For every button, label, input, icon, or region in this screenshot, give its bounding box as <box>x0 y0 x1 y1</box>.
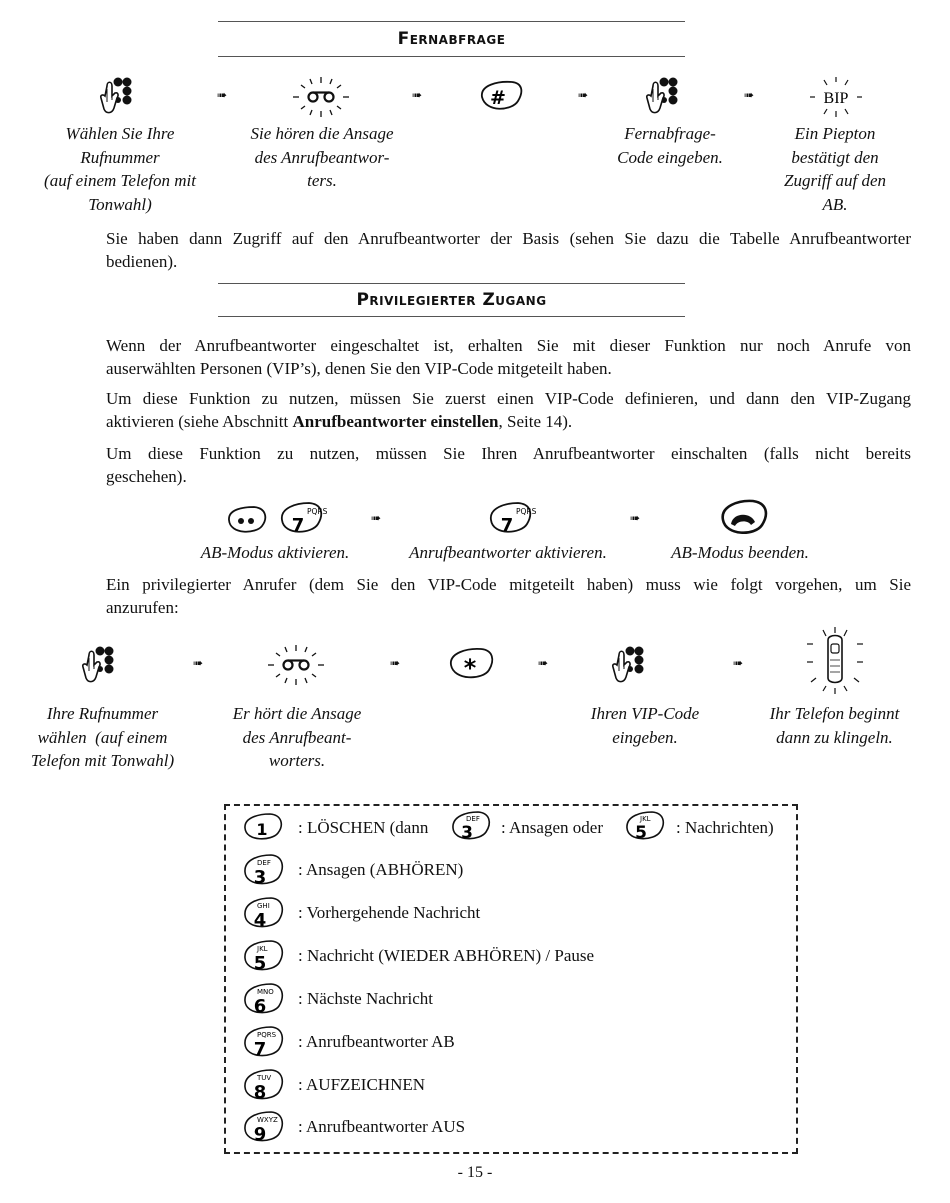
caption-dial-number <box>20 122 220 216</box>
caption-line: worters. <box>268 751 326 770</box>
caption-line: Ihren VIP-Code <box>590 704 700 723</box>
arrow-icon: ➠ <box>538 656 549 670</box>
paragraph-line: Um diese Funktion zu nutzen, müssen Sie Ihren Anrufbeantworter einschalten (falls nicht bereits <box>106 444 911 463</box>
arrow-icon: ➠ <box>412 88 423 102</box>
section-heading-privileg <box>218 283 685 317</box>
tape-icon <box>290 75 352 119</box>
legend-text: : LÖSCHEN (dann <box>298 818 429 837</box>
paragraph-line: anzurufen: <box>106 598 179 617</box>
caption-line: des Anrufbeant- <box>242 727 352 747</box>
text-span: , Seite 14). <box>498 412 573 431</box>
key-digit: 4 <box>253 910 267 931</box>
star-key-icon <box>445 646 495 682</box>
paragraph-line: Um diese Funktion zu nutzen, müssen Sie zuerst einen VIP-Code definieren, und dann den VIP-Zugang <box>106 389 911 408</box>
caption-line: Tonwahl) <box>88 194 152 214</box>
arrow-icon: ➠ <box>744 88 755 102</box>
caption-ab-mode-off <box>650 541 830 565</box>
caption-line: dann zu klingeln. <box>776 727 893 747</box>
key-digit: 3 <box>253 867 267 888</box>
caption-line: AB-Modus beenden. <box>671 543 809 562</box>
key-5-icon <box>622 809 666 843</box>
caption-enter-code <box>590 122 750 169</box>
paragraph-line: bedienen). <box>106 252 178 271</box>
legend-row-delete <box>240 809 790 845</box>
key-digit: 7 <box>500 515 514 536</box>
caption-enter-vip-code <box>565 702 725 749</box>
key-7-icon <box>240 1024 286 1060</box>
section-title: Fernabfrage <box>397 29 506 49</box>
paragraph-line: Ein privilegierter Anrufer (dem Sie den VIP-Code mitgeteilt haben) muss wie folgt vorgehen, um Sie <box>106 575 911 594</box>
key-letters: DEF <box>257 859 271 867</box>
page-number: - 15 - <box>457 1164 493 1181</box>
caption-line: AB. <box>822 194 848 214</box>
key-digit: 5 <box>253 953 267 974</box>
key-digit: 7 <box>291 515 305 536</box>
arrow-icon: ➠ <box>371 511 382 525</box>
tape-icon <box>265 643 327 687</box>
keypad-hand-icon <box>80 645 120 687</box>
paragraph-line <box>106 410 911 433</box>
key-letters: JKL <box>640 815 651 823</box>
paragraph-line: auserwählten Personen (VIP’s), denen Sie den VIP-Code mitgeteilt haben. <box>106 359 612 378</box>
caption-line: eingeben. <box>612 727 678 747</box>
caption-line: Zugriff auf den <box>783 171 886 190</box>
legend-row <box>240 1109 780 1147</box>
key-5-icon <box>240 938 286 974</box>
caption-line: Er hört die Ansage <box>232 704 362 723</box>
key-3-icon <box>240 852 286 888</box>
keypad-hand-icon <box>98 76 138 118</box>
legend-text: : AUFZEICHNEN <box>298 1075 426 1094</box>
legend-text: : Nachrichten) <box>676 818 774 837</box>
arrow-icon: ➠ <box>217 88 228 102</box>
caption-hear-announcement <box>222 122 422 193</box>
legend-text: : Nächste Nachricht <box>298 989 433 1008</box>
ringing-phone-icon <box>802 626 868 696</box>
arrow-icon: ➠ <box>390 656 401 670</box>
paragraph-access <box>106 227 911 273</box>
key-letters: WXYZ <box>257 1116 278 1124</box>
key-letters: JKL <box>257 945 268 953</box>
caption-line: des Anrufbeantwor- <box>254 147 390 167</box>
caption-line: ters. <box>307 171 337 190</box>
key-digit: 7 <box>253 1039 267 1060</box>
hash-symbol: # <box>490 87 506 109</box>
caption-line: Code eingeben. <box>617 147 723 167</box>
caption-line: Ihre Rufnummer <box>46 704 159 723</box>
key-7-icon <box>485 500 537 538</box>
key-digit: 8 <box>253 1082 267 1103</box>
key-9-icon <box>240 1109 286 1145</box>
dots-key-icon <box>224 504 268 536</box>
key-digit: 3 <box>461 823 473 843</box>
paragraph-line: Wenn der Anrufbeantworter eingeschaltet ist, erhalten Sie mit dieser Funktion nur noch Anrufe von <box>106 336 911 355</box>
caption-activate-ab <box>390 541 626 565</box>
caption-line: Rufnummer <box>80 147 160 167</box>
key-letters: PQRS <box>516 507 537 516</box>
key-letters: GHI <box>257 902 270 910</box>
key-digit: 5 <box>635 823 647 843</box>
bip-label: BIP <box>823 90 849 107</box>
section-heading-fernabfrage <box>218 21 685 57</box>
legend-row <box>240 1067 780 1105</box>
key-letters: DEF <box>466 815 480 823</box>
legend-row <box>240 938 780 976</box>
paragraph-line: Sie haben dann Zugriff auf den Anrufbeantworter der Basis (sehen Sie dazu die Tabelle Anrufbeantworter <box>106 229 911 248</box>
paragraph-switch-on <box>106 442 911 488</box>
key-letters: PQRS <box>257 1031 277 1039</box>
legend-text: : Vorhergehende Nachricht <box>298 903 481 922</box>
section-reference: Anrufbeantworter einstellen <box>292 412 499 431</box>
caption-phone-rings <box>752 702 917 749</box>
caption-line: wählen (auf einem <box>37 727 168 747</box>
hash-key-icon <box>476 79 524 113</box>
key-1-icon <box>240 811 284 843</box>
caption-dial-your-number <box>10 702 195 773</box>
section-title: Privilegierter Zugang <box>356 290 547 310</box>
key-8-icon <box>240 1067 286 1103</box>
legend-text: : Anrufbeantworter AB <box>298 1032 455 1051</box>
text-span: aktivieren (siehe Abschnitt <box>106 412 293 431</box>
arrow-icon: ➠ <box>733 656 744 670</box>
paragraph-vip-define <box>106 387 911 433</box>
caption-line: Wählen Sie Ihre <box>65 124 175 143</box>
hang-up-key-icon <box>717 498 769 538</box>
caption-line: Ihr Telefon beginnt <box>769 704 900 723</box>
legend-text: : Ansagen oder <box>501 818 603 837</box>
key-7-icon <box>276 500 328 538</box>
key-6-icon <box>240 981 286 1017</box>
arrow-icon: ➠ <box>630 511 641 525</box>
caption-beep-confirm <box>760 122 910 216</box>
caption-line: Telefon mit Tonwahl) <box>30 751 175 770</box>
key-letters: MNO <box>257 988 274 996</box>
caption-line: Sie hören die Ansage <box>250 124 394 143</box>
key-4-icon <box>240 895 286 931</box>
key-digit: 1 <box>256 820 268 839</box>
legend-text: : Anrufbeantworter AUS <box>298 1117 466 1136</box>
paragraph-line: geschehen). <box>106 467 187 486</box>
keypad-hand-icon <box>644 76 684 118</box>
keypad-hand-icon <box>610 645 650 687</box>
caption-line: bestätigt den <box>791 147 879 167</box>
caption-line: AB-Modus aktivieren. <box>200 543 350 562</box>
legend-text: : Nachricht (WIEDER ABHÖREN) / Pause <box>298 946 595 965</box>
caption-line: Ein Piepton <box>794 124 876 143</box>
key-letters: PQRS <box>307 507 328 516</box>
caption-ab-mode-on <box>180 541 370 565</box>
paragraph-vip-caller <box>106 573 911 619</box>
caption-line: (auf einem Telefon mit <box>44 171 196 190</box>
caption-caller-hears <box>202 702 392 773</box>
key-letters: TUV <box>257 1074 272 1082</box>
legend-row <box>240 895 780 933</box>
arrow-icon: ➠ <box>193 656 204 670</box>
legend-row <box>240 852 780 890</box>
key-3-icon <box>448 809 492 843</box>
legend-row <box>240 1024 780 1062</box>
beep-icon <box>808 76 864 118</box>
paragraph-vip-intro <box>106 334 911 380</box>
key-digit: 9 <box>253 1124 267 1145</box>
star-symbol: * <box>463 654 477 682</box>
legend-text: : Ansagen (ABHÖREN) <box>298 860 464 879</box>
key-digit: 6 <box>253 996 267 1017</box>
legend-row <box>240 981 780 1019</box>
caption-line: Anrufbeantworter aktivieren. <box>409 543 607 562</box>
arrow-icon: ➠ <box>578 88 589 102</box>
caption-line: Fernabfrage- <box>624 124 716 143</box>
